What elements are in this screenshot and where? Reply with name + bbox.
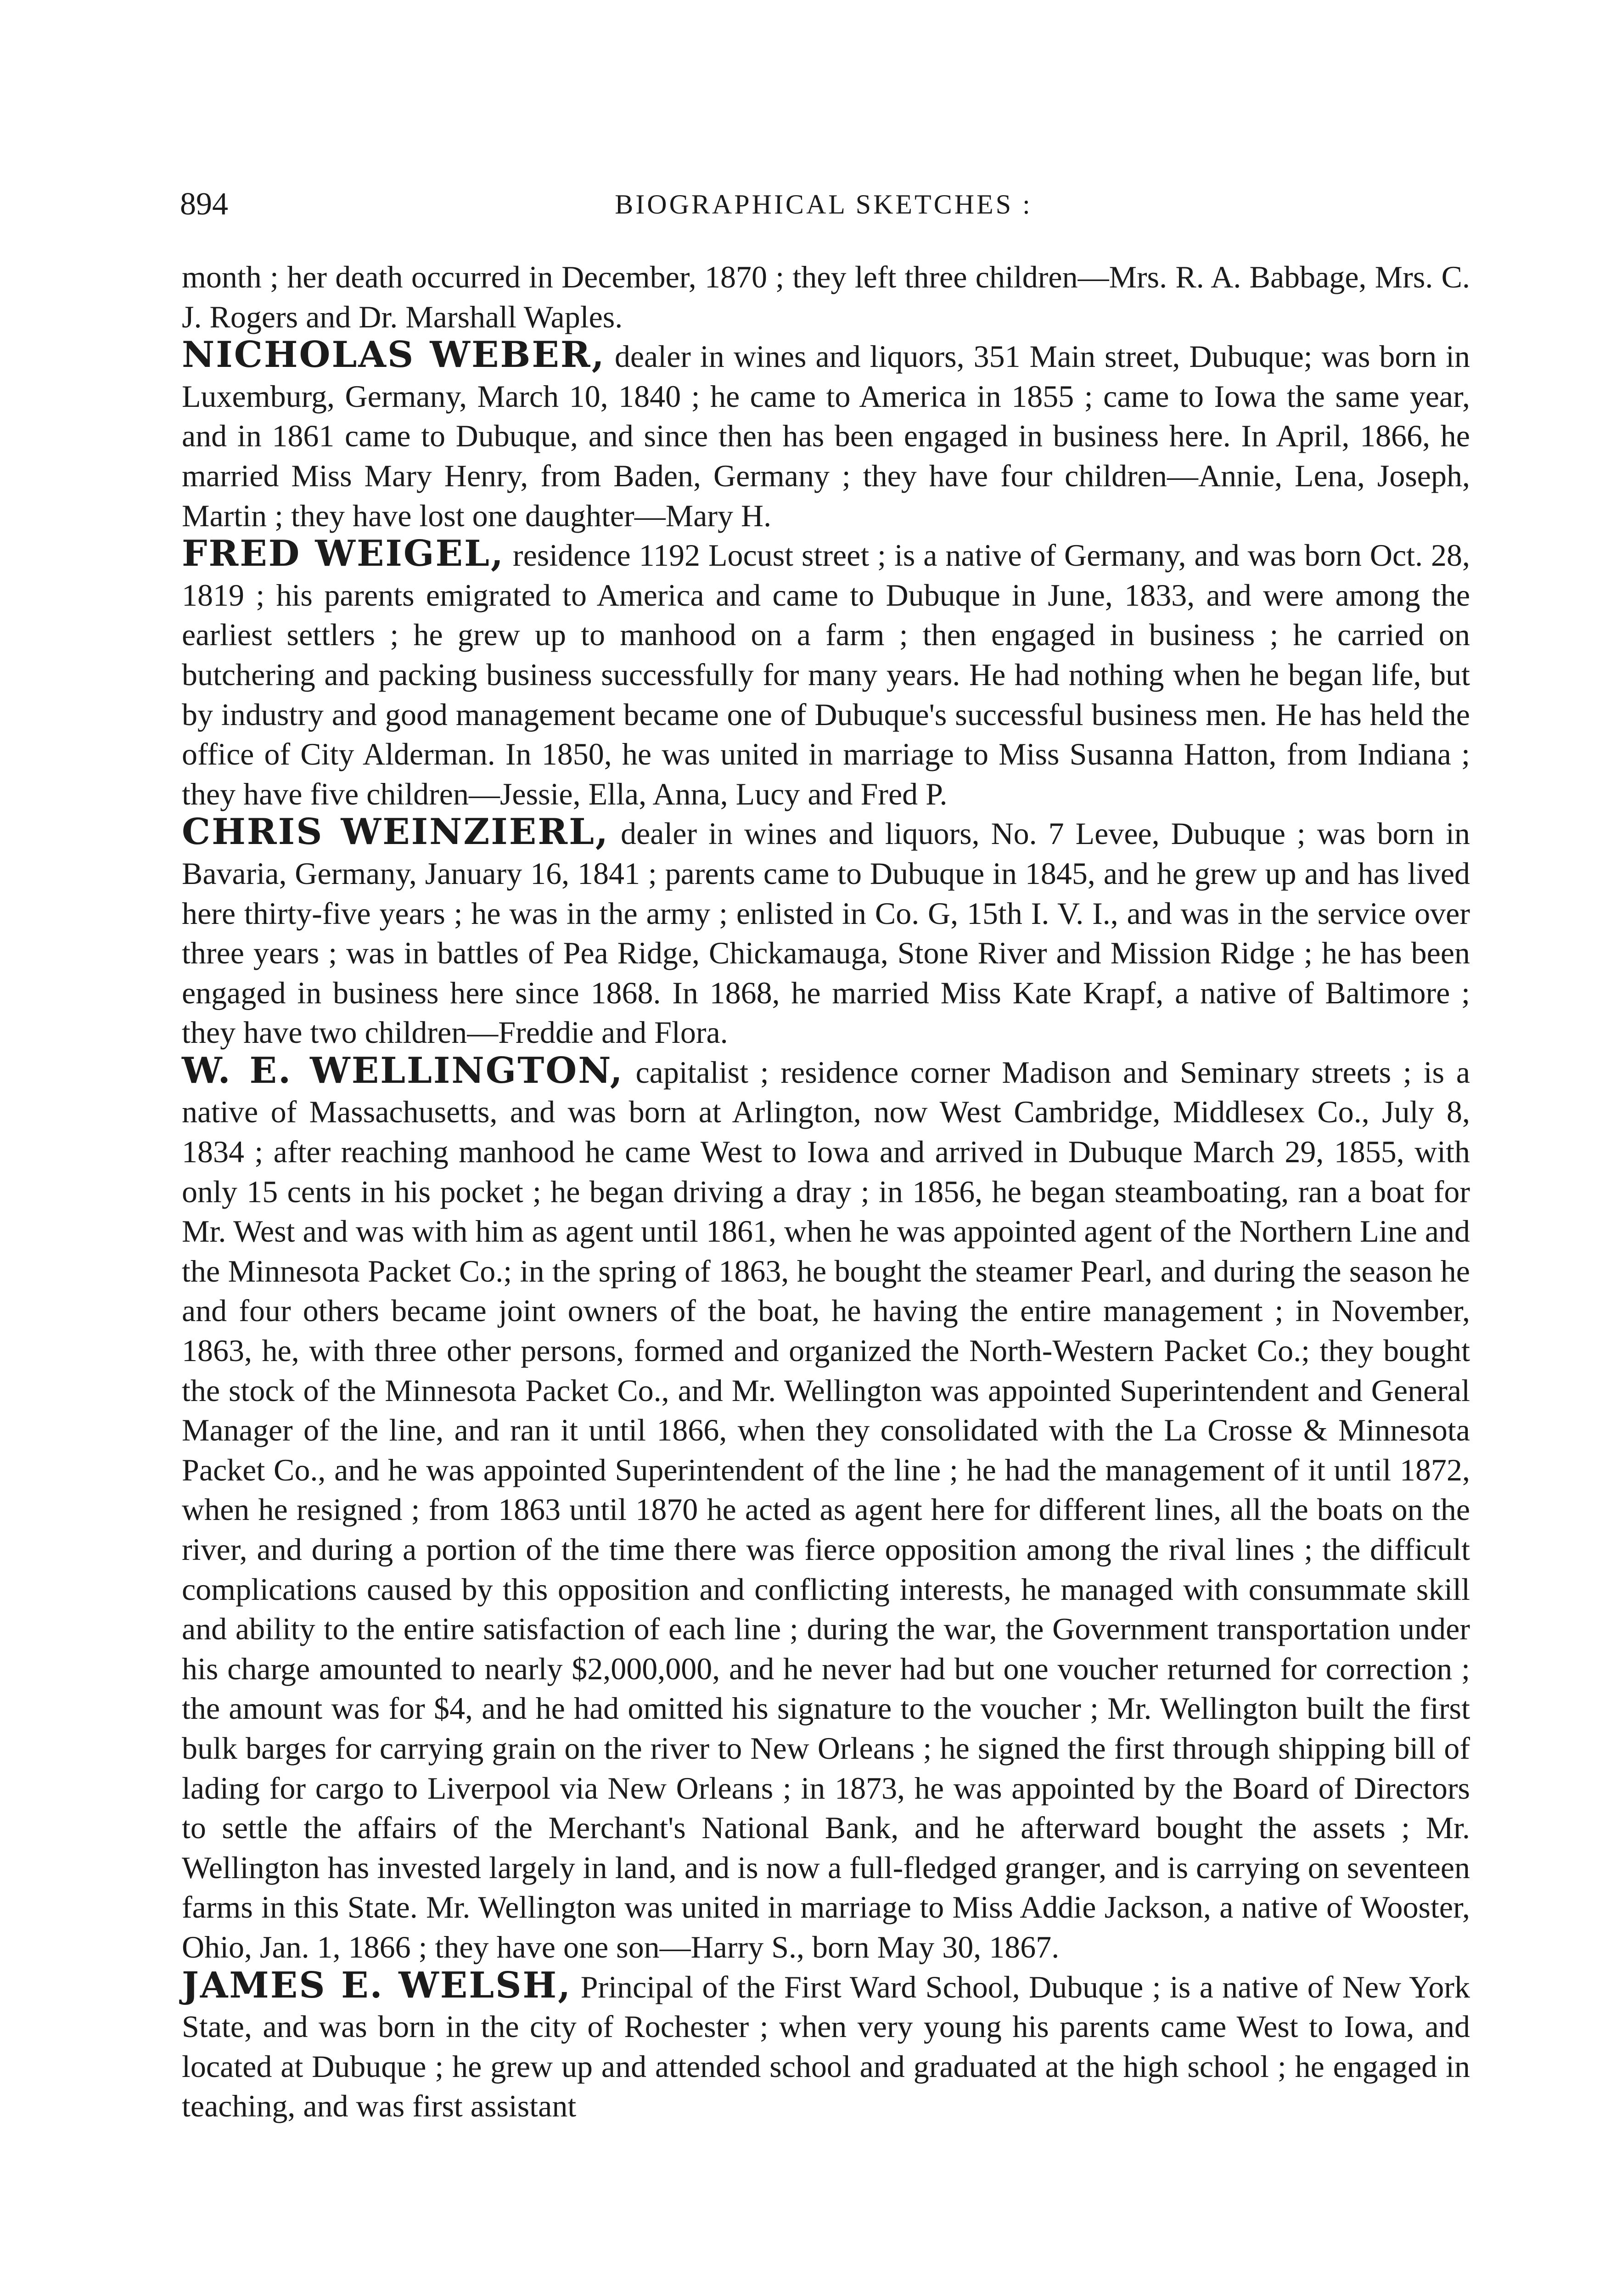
biography-text: [182, 257, 1470, 2126]
entry-name: CHRIS WEINZIERL,: [182, 811, 610, 853]
biography-entry-weigel: [182, 535, 1470, 814]
entry-name: JAMES E. WELSH,: [182, 1964, 572, 2006]
running-head: BIOGRAPHICAL SKETCHES :: [615, 189, 1032, 219]
entry-text: Principal of the First Ward School, Dubuque ; is a native of New York State, and was born in the city of Rochester ; when very young his parents came West to Iowa, and located at Dubuque ; he grew up and attended school and graduated at the high school ; he engaged in teaching, and was first assistant: [182, 1969, 1470, 2124]
biography-entry-weinzierl: [182, 811, 1470, 1052]
entry-name: FRED WEIGEL,: [182, 533, 505, 575]
entry-text: residence 1192 Locust street ; is a native of Germany, and was born Oct. 28, 1819 ; his parents emigrated to America and came to Dubuque in June, 1833, and were among the earliest settlers ; he grew up to manhood on a farm ; then engaged in business ; he carried on butchering and packing business successfully for many years. He had nothing when he began life, but by industry and good management became one of Dubuque's successful business men. He has held the office of City Alderman. In 1850, he was united in marriage to Miss Susanna Hatton, from Indiana ; they have five children—Jessie, Ella, Anna, Lucy and Fred P.: [182, 538, 1470, 811]
biography-entry-welsh: [182, 1964, 1470, 2126]
entry-text: dealer in wines and liquors, No. 7 Levee, Dubuque ; was born in Bavaria, Germany, January 16, 1841 ; parents came to Dubuque in 1845, and he grew up and has lived here thirty-five years ; he was in the army ; enlisted in Co. G, 15th I. V. I., and was in the service over three years ; was in battles of Pea Ridge, Chickamauga, Stone River and Mission Ridge ; he has been engaged in business here since 1868. In 1868, he married Miss Kate Krapf, a native of Baltimore ; they have two children—Freddie and Flora.: [182, 816, 1470, 1050]
entry-name: W. E. WELLINGTON,: [182, 1049, 624, 1092]
page-number: 894: [180, 186, 228, 222]
entry-text: capitalist ; residence corner Madison and Seminary streets ; is a native of Massachusetts, and was born at Arlington, now West Cambridge, Middlesex Co., July 8, 1834 ; after reaching manhood he came West to Iowa and arrived in Dubuque March 29, 1855, with only 15 cents in his pocket ; he began driving a dray ; in 1856, he began steamboating, ran a boat for Mr. West and was with him as agent until 1861, when he was appointed agent of the Northern Line and the Minnesota Packet Co.; in the spring of 1863, he bought the steamer Pearl, and during the season he and four others became joint owners of the boat, he having the entire management ; in November, 1863, he, with three other persons, formed and organized the North-Western Packet Co.; they bought the stock of the Minnesota Packet Co., and Mr. Wellington was appointed Superintendent and General Manager of the line, and ran it until 1866, when they consolidated with the La Crosse & Minnesota Packet Co., and he was appointed Superintendent of the line ; he had the management of it until 1872, when he resigned ; from 1863 until 1870 he acted as agent here for different lines, all the boats on the river, and during a portion of the time there was fierce opposition among the rival lines ; the difficult complications caused by this opposition and conflicting interests, he managed with consummate skill and ability to the entire satisfaction of each line ; during the war, the Government transportation under his charge amounted to nearly $2,000,000, and he never had but one voucher returned for correction ; the amount was for $4, and he had omitted his signature to the voucher ; Mr. Wellington built the first bulk barges for carrying grain on the river to New Orleans ; he signed the first through shipping bill of lading for cargo to Liverpool via New Orleans ; in 1873, he was appointed by the Board of Directors to settle the affairs of the Merchant's National Bank, and he afterward bought the assets ; Mr. Wellington has invested largely in land, and is now a full-fledged granger, and is carrying on seventeen farms in this State. Mr. Wellington was united in marriage to Miss Addie Jackson, a native of Wooster, Ohio, Jan. 1, 1866 ; they have one son—Harry S., born May 30, 1867.: [182, 1054, 1470, 1964]
entry-text: dealer in wines and liquors, 351 Main street, Dubuque; was born in Luxemburg, Germany, March 10, 1840 ; he came to America in 1855 ; came to Iowa the same year, and in 1861 came to Dubuque, and since then has been engaged in business here. In April, 1866, he married Miss Mary Henry, from Baden, Germany ; they have four children—Annie, Lena, Joseph, Martin ; they have lost one daughter—Mary H.: [182, 339, 1470, 533]
page-header: [176, 181, 1471, 227]
biography-entry-wellington: [182, 1049, 1470, 1967]
biography-entry-weber: [182, 334, 1470, 535]
entry-name: NICHOLAS WEBER,: [182, 334, 606, 376]
continued-paragraph: month ; her death occurred in December, 1870 ; they left three children—Mrs. R. A. Babbage, Mrs. C. J. Rogers and Dr. Marshall Waples.: [182, 259, 1470, 334]
